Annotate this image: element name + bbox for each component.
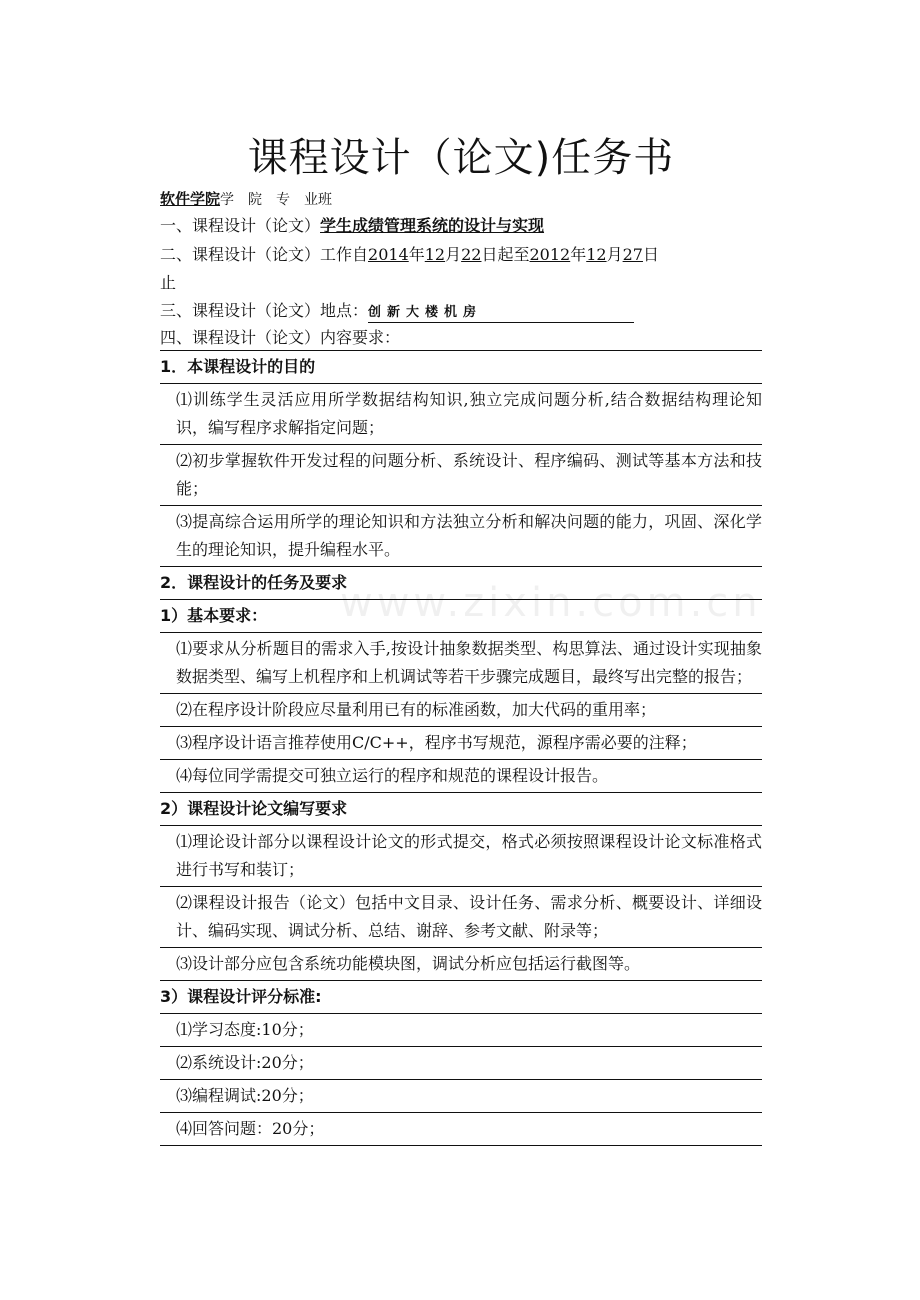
schedule-text: 月 bbox=[606, 245, 623, 264]
schedule-continuation: 止 bbox=[160, 273, 177, 292]
requirement-item: ⑵在程序设计阶段应尽量利用已有的标准函数，加大代码的重用率； bbox=[160, 694, 762, 727]
department-rest: 学 院 专 业班 bbox=[220, 192, 333, 208]
end-month: 12 bbox=[586, 245, 607, 264]
topic-prefix: 一、课程设计（论文） bbox=[160, 216, 321, 235]
start-month: 12 bbox=[424, 245, 446, 264]
start-year: 2014 bbox=[368, 245, 409, 264]
department-line bbox=[160, 186, 762, 213]
location-prefix: 三、课程设计（论文）地点： bbox=[160, 301, 369, 320]
department-name: 软件学院 bbox=[160, 190, 221, 208]
requirement-item: ⑴理论设计部分以课程设计论文的形式提交，格式必须按照课程设计论文标准格式进行书写和装订； bbox=[160, 826, 762, 887]
requirement-item: ⑴要求从分析题目的需求入手,按设计抽象数据类型、构思算法、通过设计实现抽象数据类型、编写上机程序和上机调试等若干步骤完成题目，最终写出完整的报告； bbox=[160, 633, 762, 694]
section-heading: 2．课程设计的任务及要求 bbox=[160, 567, 762, 600]
requirement-item: ⑶程序设计语言推荐使用C/C++，程序书写规范，源程序需必要的注释； bbox=[160, 727, 762, 760]
start-day: 22 bbox=[461, 245, 482, 264]
requirement-item: ⑴学习态度:10分； bbox=[160, 1014, 762, 1047]
requirement-item: ⑶编程调试:20分； bbox=[160, 1080, 762, 1113]
location-value: 创新大楼机房 bbox=[368, 304, 634, 323]
end-day: 27 bbox=[622, 245, 643, 264]
topic-line bbox=[160, 213, 762, 239]
page-title: 课程设计（论文)任务书 bbox=[247, 135, 675, 181]
section-heading: 1）基本要求： bbox=[160, 600, 762, 633]
topic-title: 学生成绩管理系统的设计与实现 bbox=[320, 216, 545, 235]
watermark: www.zixin.com.cn bbox=[340, 580, 762, 626]
schedule-text: 日 bbox=[642, 245, 659, 264]
requirement-item: ⑵课程设计报告（论文）包括中文目录、设计任务、需求分析、概要设计、详细设计、编码实现、调试分析、总结、谢辞、参考文献、附录等； bbox=[160, 887, 762, 948]
end-year: 2012 bbox=[529, 245, 571, 264]
requirement-item: ⑷每位同学需提交可独立运行的程序和规范的课程设计报告。 bbox=[160, 760, 762, 793]
content-heading: 四、课程设计（论文）内容要求： bbox=[160, 328, 401, 347]
schedule-prefix: 二、课程设计（论文）工作自 bbox=[160, 245, 369, 264]
requirement-item: ⑶提高综合运用所学的理论知识和方法独立分析和解决问题的能力，巩固、深化学生的理论知识，提升编程水平。 bbox=[160, 506, 762, 567]
section-heading: 1．本课程设计的目的 bbox=[160, 351, 762, 384]
requirement-item: ⑵系统设计:20分； bbox=[160, 1047, 762, 1080]
schedule-text: 年 bbox=[570, 245, 587, 264]
requirement-item: ⑵初步掌握软件开发过程的问题分析、系统设计、程序编码、测试等基本方法和技能； bbox=[160, 445, 762, 506]
requirement-item: ⑶设计部分应包含系统功能模块图，调试分析应包括运行截图等。 bbox=[160, 948, 762, 981]
requirement-item: ⑴训练学生灵活应用所学数据结构知识,独立完成问题分析,结合数据结构理论知识，编写程序求解指定问题； bbox=[160, 384, 762, 445]
schedule-line bbox=[160, 242, 762, 268]
section-heading: 3）课程设计评分标准: bbox=[160, 981, 762, 1014]
location-line bbox=[160, 298, 762, 324]
requirement-item: ⑷回答问题：20分； bbox=[160, 1113, 762, 1146]
schedule-text: 月 bbox=[445, 245, 462, 264]
schedule-text: 日起至 bbox=[481, 245, 530, 264]
requirements-table bbox=[160, 350, 762, 1146]
section-heading: 2）课程设计论文编写要求 bbox=[160, 793, 762, 826]
schedule-text: 年 bbox=[408, 245, 425, 264]
